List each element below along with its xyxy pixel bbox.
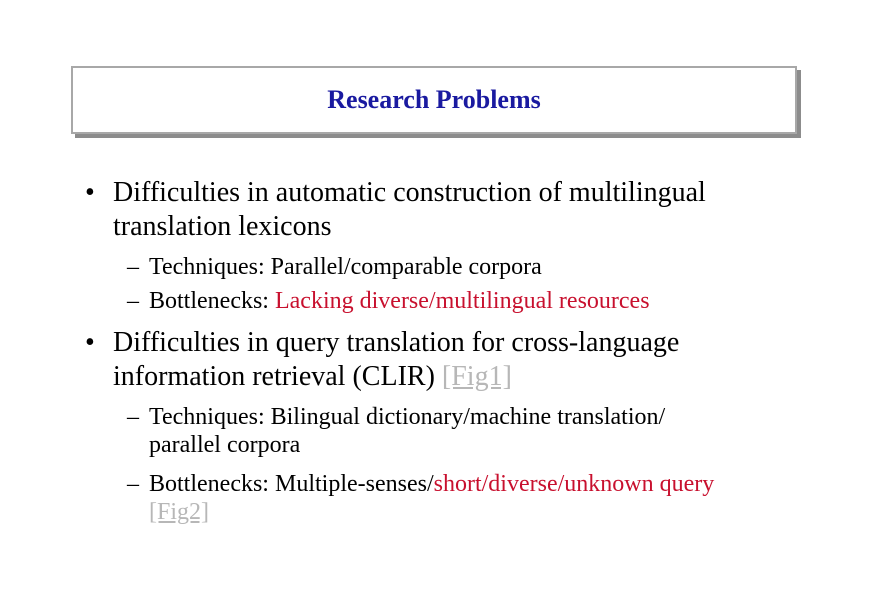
sub-line-1: Techniques: Bilingual dictionary/machine translation/ bbox=[149, 404, 666, 430]
bullet-2-line-1: Difficulties in query translation for cross-language bbox=[113, 327, 680, 358]
dash-icon: – bbox=[127, 404, 139, 430]
bullet-1-line-2: translation lexicons bbox=[113, 211, 332, 242]
fig2-link[interactable]: [Fig2] bbox=[149, 499, 209, 525]
bullet-2-sub-2 bbox=[127, 470, 714, 526]
bullet-dot-icon: • bbox=[85, 177, 95, 208]
slide-title: Research Problems bbox=[327, 85, 541, 114]
bullet-1-sub-2 bbox=[127, 287, 650, 315]
bullet-2 bbox=[85, 326, 679, 394]
dash-icon: – bbox=[127, 471, 139, 497]
dash-icon: – bbox=[127, 288, 139, 314]
sub-highlight: short/diverse/unknown query bbox=[433, 471, 715, 497]
fig1-link[interactable]: [Fig1] bbox=[441, 361, 512, 392]
bullet-1 bbox=[85, 176, 706, 244]
sub-label: Bottlenecks: Multiple-senses/ bbox=[149, 471, 434, 497]
sub-text: Parallel/comparable corpora bbox=[270, 254, 542, 280]
sub-line-2: parallel corpora bbox=[149, 432, 301, 458]
sub-label: Bottlenecks: bbox=[149, 288, 275, 314]
bullet-1-line-1: Difficulties in automatic construction of multilingual bbox=[113, 177, 706, 208]
bullet-dot-icon: • bbox=[85, 327, 95, 358]
title-box bbox=[71, 66, 797, 134]
bullet-1-sub-1 bbox=[127, 253, 542, 281]
sub-highlight: Lacking diverse/multilingual resources bbox=[274, 288, 650, 314]
sub-label: Techniques: bbox=[149, 254, 271, 280]
bullet-2-line-2: information retrieval (CLIR) bbox=[113, 361, 442, 392]
dash-icon: – bbox=[127, 254, 139, 280]
bullet-2-sub-1 bbox=[127, 403, 665, 459]
